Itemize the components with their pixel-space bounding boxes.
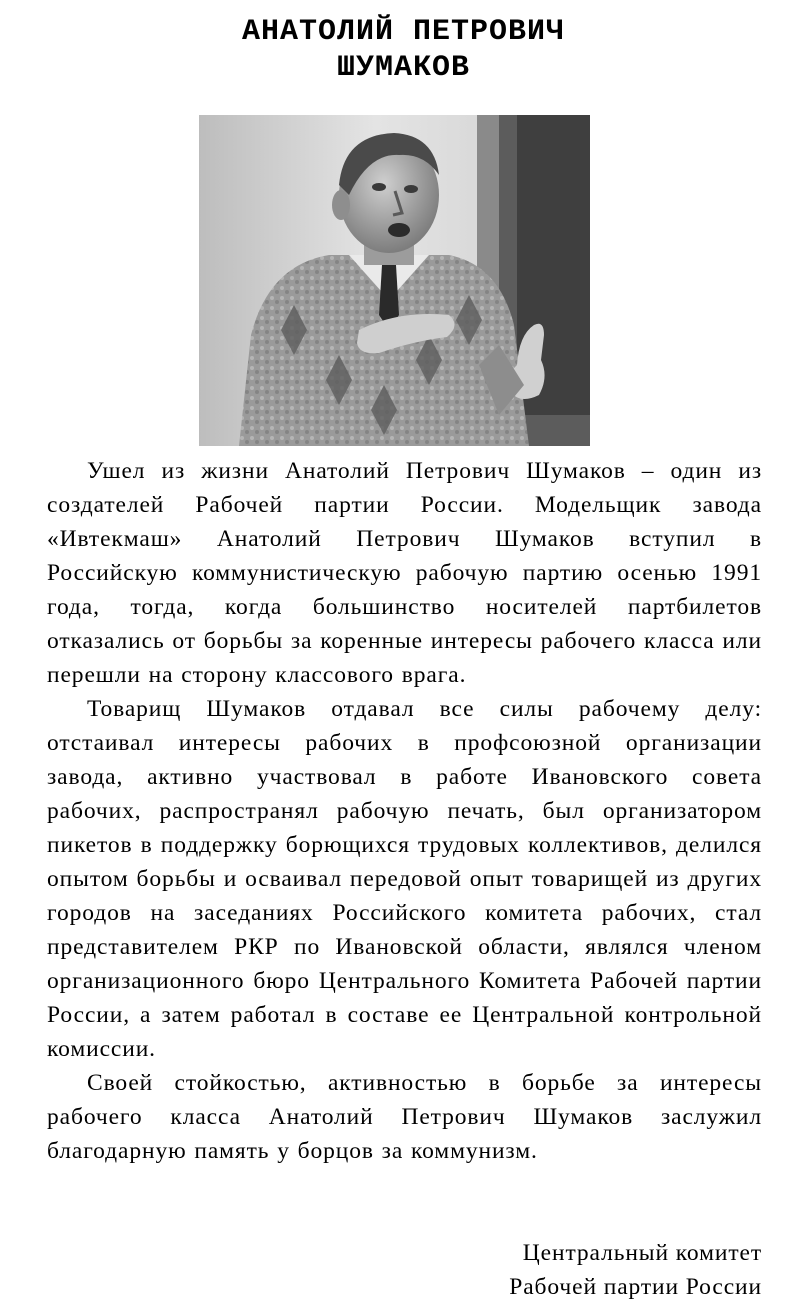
article-paragraph-3: Своей стойкостью, активностью в борьбе за интересы рабочего класса Анатолий Петрович Шумаков заслужил благодарную память у борцов за коммунизм. [47,1070,762,1164]
portrait-photo-icon [199,115,590,446]
title-line-1: АНАТОЛИЙ ПЕТРОВИЧ [241,15,566,49]
article-body [47,454,762,1168]
signature-block [509,1236,762,1304]
portrait-photo [199,115,590,446]
article-paragraph-2: Товарищ Шумаков отдавал все силы рабочему делу: отстаивал интересы рабочих в профсоюзной организации завода, активно участвовал в работе Ивановского совета рабочих, распространял рабочую печать, был организатором пикетов в поддержку борющихся трудовых коллективов, делился опытом борьбы и осваивал передовой опыт товарищей из других городов на заседаниях Российского комитета рабочих, стал представителем РКР по Ивановской области, являлся членом организационного бюро Центрального Комитета Рабочей партии России, а затем работал в составе ее Центральной контрольной комиссии. [47,696,762,1062]
title-line-2: ШУМАКОВ [336,51,471,85]
article-paragraph-1: Ушел из жизни Анатолий Петрович Шумаков – один из создателей Рабочей партии России. Модельщик завода «Ивтекмаш» Анатолий Петрович Шумаков вступил в Российскую коммунистическую рабочую партию осенью 1991 года, тогда, когда большинство носителей партбилетов отказались от борьбы за коренные интересы рабочего класса или перешли на сторону классового врага. [47,458,762,688]
signature-line-1: Центральный комитет [522,1240,762,1266]
page-title [0,14,807,86]
signature-line-2: Рабочей партии России [509,1274,762,1300]
